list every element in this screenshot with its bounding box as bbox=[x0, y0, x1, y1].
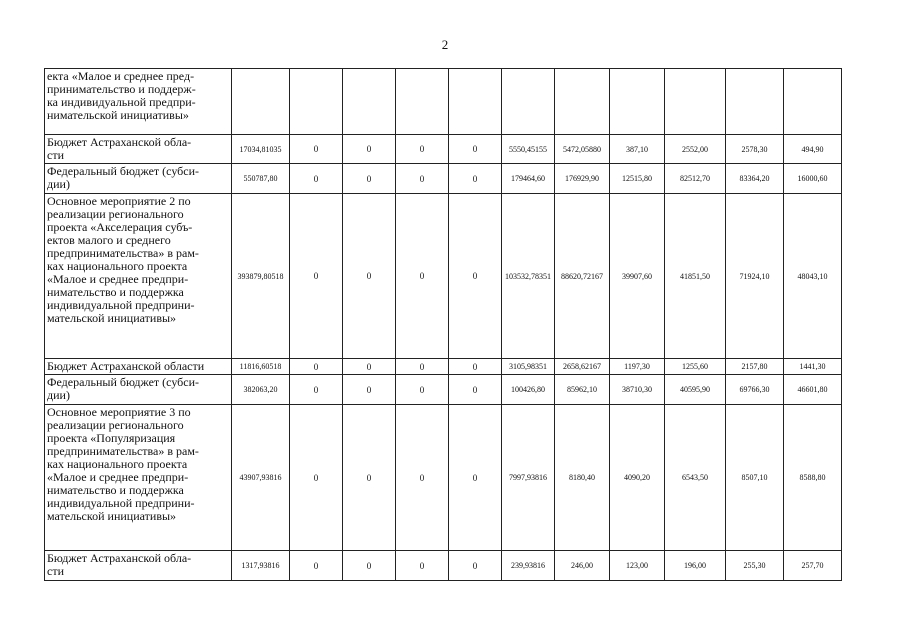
table-cell: 257,70 bbox=[784, 551, 842, 581]
table-cell: 2552,00 bbox=[665, 135, 726, 164]
table-row bbox=[45, 135, 842, 164]
table-cell: 246,00 bbox=[555, 551, 610, 581]
table-cell: 2578,30 bbox=[726, 135, 784, 164]
table-cell: 103532,78351 bbox=[502, 194, 555, 359]
table-cell bbox=[610, 69, 665, 135]
table-cell: 0 bbox=[290, 551, 343, 581]
table-cell: 1197,30 bbox=[610, 359, 665, 375]
table-row bbox=[45, 405, 842, 551]
table-cell: 0 bbox=[343, 551, 396, 581]
row-description: Федеральный бюджет (субси- дии) bbox=[45, 375, 232, 405]
table-row bbox=[45, 551, 842, 581]
table-cell: 0 bbox=[290, 164, 343, 194]
row-description: Основное мероприятие 3 по реализации регионального проекта «Популяризация предпринимательства» в рам- ках национального проекта «Малое и среднее предпри- нимательство и поддержка индивидуальной предприни- мательской инициативы» bbox=[45, 405, 232, 551]
table-cell: 8507,10 bbox=[726, 405, 784, 551]
table-cell: 0 bbox=[396, 405, 449, 551]
table-body bbox=[45, 69, 842, 581]
table-cell: 40595,90 bbox=[665, 375, 726, 405]
table-cell bbox=[502, 69, 555, 135]
table-cell bbox=[449, 69, 502, 135]
table-cell: 2157,80 bbox=[726, 359, 784, 375]
table-cell: 100426,80 bbox=[502, 375, 555, 405]
table-cell: 0 bbox=[343, 375, 396, 405]
table-cell: 255,30 bbox=[726, 551, 784, 581]
table-row bbox=[45, 375, 842, 405]
table-cell: 0 bbox=[343, 194, 396, 359]
table-cell: 43907,93816 bbox=[232, 405, 290, 551]
table-cell: 0 bbox=[396, 551, 449, 581]
table-cell: 12515,80 bbox=[610, 164, 665, 194]
table-cell: 48043,10 bbox=[784, 194, 842, 359]
row-description: Бюджет Астраханской области bbox=[45, 359, 232, 375]
table-cell: 0 bbox=[396, 194, 449, 359]
table-row bbox=[45, 359, 842, 375]
table-cell: 123,00 bbox=[610, 551, 665, 581]
table-cell: 0 bbox=[290, 405, 343, 551]
table-cell: 387,10 bbox=[610, 135, 665, 164]
table-cell: 550787,80 bbox=[232, 164, 290, 194]
table-cell: 41851,50 bbox=[665, 194, 726, 359]
table-cell: 0 bbox=[343, 359, 396, 375]
table-cell: 0 bbox=[343, 164, 396, 194]
table-cell: 0 bbox=[396, 359, 449, 375]
row-description: Основное мероприятие 2 по реализации регионального проекта «Акселерация субъ- ектов малого и среднего предпринимательства» в рам- ках национального проекта «Малое и среднее предпри- нимательство и поддержка индивидуальной предприни- мательской инициативы» bbox=[45, 194, 232, 359]
table-cell: 0 bbox=[449, 359, 502, 375]
table-cell: 46601,80 bbox=[784, 375, 842, 405]
table-cell bbox=[232, 69, 290, 135]
table-cell: 16000,60 bbox=[784, 164, 842, 194]
table-cell: 0 bbox=[396, 135, 449, 164]
table-cell: 8180,40 bbox=[555, 405, 610, 551]
table-cell bbox=[343, 69, 396, 135]
row-description: Бюджет Астраханской обла- сти bbox=[45, 135, 232, 164]
table-cell: 0 bbox=[290, 359, 343, 375]
table-cell: 0 bbox=[343, 135, 396, 164]
table-cell: 0 bbox=[449, 135, 502, 164]
table-cell: 0 bbox=[290, 135, 343, 164]
table-cell: 85962,10 bbox=[555, 375, 610, 405]
budget-table bbox=[44, 68, 842, 581]
table-cell: 2658,62167 bbox=[555, 359, 610, 375]
page-number: 2 bbox=[441, 37, 449, 52]
table-cell: 0 bbox=[396, 164, 449, 194]
table-cell: 494,90 bbox=[784, 135, 842, 164]
table-cell bbox=[555, 69, 610, 135]
table-cell: 0 bbox=[449, 164, 502, 194]
table-cell: 82512,70 bbox=[665, 164, 726, 194]
table-cell: 5472,05880 bbox=[555, 135, 610, 164]
table-cell bbox=[665, 69, 726, 135]
row-description: Бюджет Астраханской обла- сти bbox=[45, 551, 232, 581]
table-cell: 0 bbox=[290, 194, 343, 359]
table-cell bbox=[290, 69, 343, 135]
table-cell: 0 bbox=[449, 375, 502, 405]
table-cell: 1441,30 bbox=[784, 359, 842, 375]
table-cell: 1255,60 bbox=[665, 359, 726, 375]
table-cell: 382063,20 bbox=[232, 375, 290, 405]
table-cell: 3105,98351 bbox=[502, 359, 555, 375]
table-cell: 71924,10 bbox=[726, 194, 784, 359]
table-cell: 88620,72167 bbox=[555, 194, 610, 359]
table-cell: 393879,80518 bbox=[232, 194, 290, 359]
table-cell: 83364,20 bbox=[726, 164, 784, 194]
row-description: екта «Малое и среднее пред- принимательство и поддерж- ка индивидуальной предпри- нимательской инициативы» bbox=[45, 69, 232, 135]
table-cell: 5550,45155 bbox=[502, 135, 555, 164]
table-cell bbox=[396, 69, 449, 135]
table-cell: 0 bbox=[343, 405, 396, 551]
row-description: Федеральный бюджет (субси- дии) bbox=[45, 164, 232, 194]
table-cell: 176929,90 bbox=[555, 164, 610, 194]
table-cell: 69766,30 bbox=[726, 375, 784, 405]
table-cell bbox=[726, 69, 784, 135]
table-cell: 7997,93816 bbox=[502, 405, 555, 551]
table-cell: 38710,30 bbox=[610, 375, 665, 405]
table-cell: 179464,60 bbox=[502, 164, 555, 194]
table-cell: 11816,60518 bbox=[232, 359, 290, 375]
table-cell: 8588,80 bbox=[784, 405, 842, 551]
table-cell: 0 bbox=[449, 551, 502, 581]
table-row bbox=[45, 194, 842, 359]
table-row bbox=[45, 69, 842, 135]
table-cell: 6543,50 bbox=[665, 405, 726, 551]
table-cell: 0 bbox=[290, 375, 343, 405]
table-cell: 39907,60 bbox=[610, 194, 665, 359]
table-row bbox=[45, 164, 842, 194]
table-cell bbox=[784, 69, 842, 135]
table-cell: 196,00 bbox=[665, 551, 726, 581]
table-cell: 17034,81035 bbox=[232, 135, 290, 164]
table-cell: 4090,20 bbox=[610, 405, 665, 551]
table-cell: 0 bbox=[449, 194, 502, 359]
table-cell: 239,93816 bbox=[502, 551, 555, 581]
table-cell: 1317,93816 bbox=[232, 551, 290, 581]
table-cell: 0 bbox=[396, 375, 449, 405]
table-cell: 0 bbox=[449, 405, 502, 551]
